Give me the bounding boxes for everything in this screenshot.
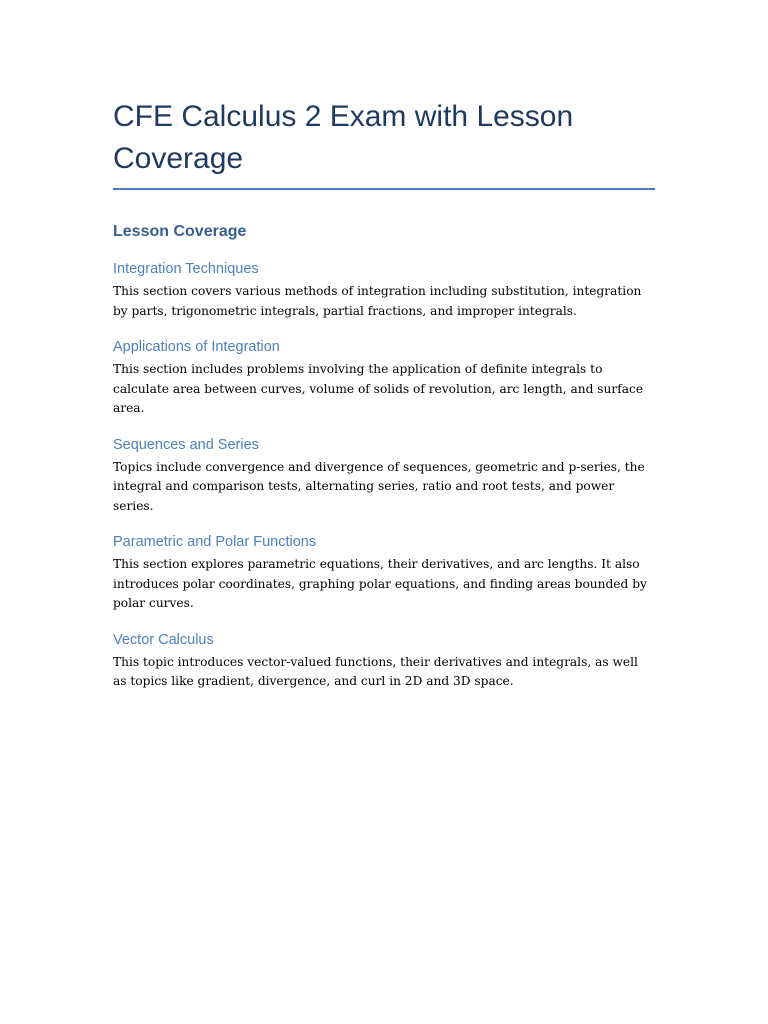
topic-heading: Parametric and Polar Functions bbox=[113, 534, 317, 550]
topic-body: This section covers various methods of integration including substitution, integration by parts, trigonometric integrals, partial fractions, and improper integrals. bbox=[113, 284, 642, 318]
topic-body: This section includes problems involving the application of definite integrals to calculate area between curves, volume of solids of revolution, arc length, and surface area. bbox=[113, 362, 644, 415]
section-heading-lesson-coverage: Lesson Coverage bbox=[113, 223, 247, 240]
topic-heading: Applications of Integration bbox=[113, 339, 280, 355]
topic-parametric-and-polar-functions bbox=[113, 532, 655, 614]
topic-sequences-and-series bbox=[113, 435, 655, 517]
topic-heading: Sequences and Series bbox=[113, 436, 259, 453]
topic-heading: Vector Calculus bbox=[113, 631, 214, 648]
topic-vector-calculus bbox=[113, 630, 655, 692]
topic-body: This section explores parametric equations, their derivatives, and arc lengths. It also introduces polar coordinates, graphing polar equations, and finding areas bounded by polar curves. bbox=[113, 557, 647, 610]
topic-applications-of-integration bbox=[113, 337, 655, 419]
topic-body: This topic introduces vector-valued functions, their derivatives and integrals, as well as topics like gradient, divergence, and curl in 2D and 3D space. bbox=[113, 654, 638, 688]
document-page bbox=[113, 96, 655, 692]
topic-integration-techniques bbox=[113, 259, 655, 321]
topic-heading: Integration Techniques bbox=[113, 261, 259, 277]
topic-body: Topics include convergence and divergence of sequences, geometric and p-series, the integral and comparison tests, alternating series, ratio and root tests, and power series. bbox=[113, 459, 645, 513]
document-title: CFE Calculus 2 Exam with Lesson Coverage bbox=[113, 96, 655, 190]
